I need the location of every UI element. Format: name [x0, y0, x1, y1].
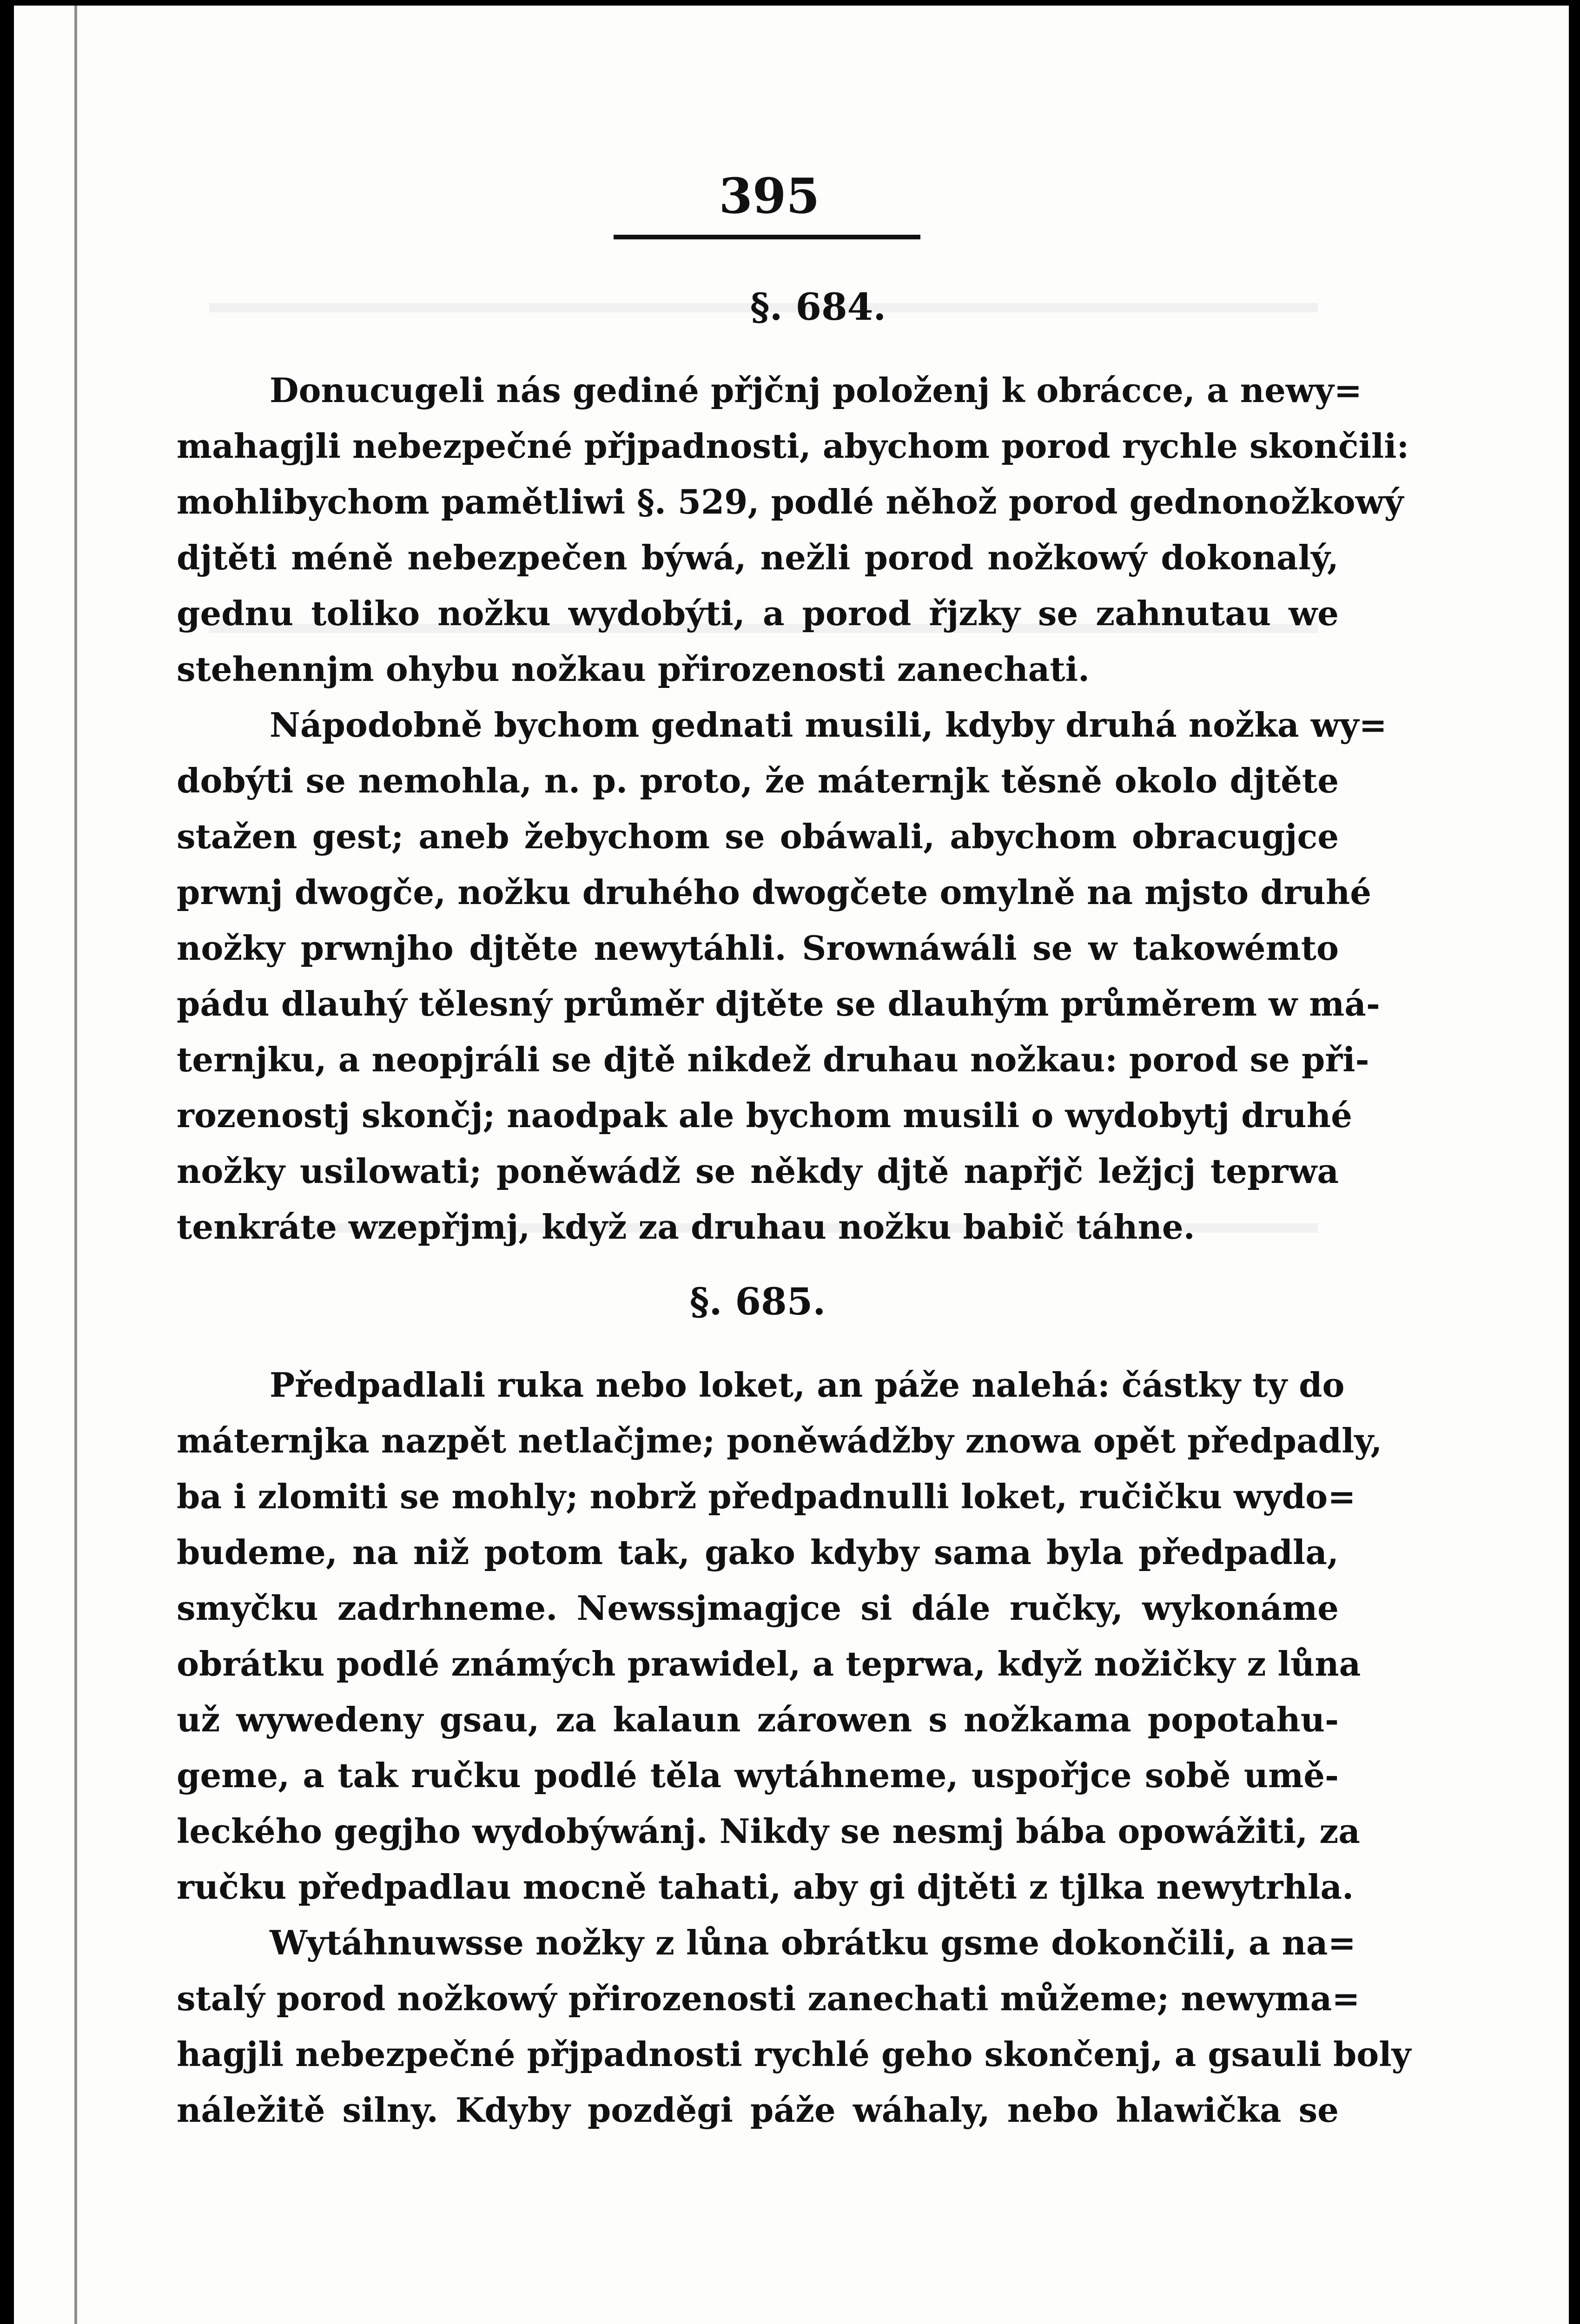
- header-rule: [614, 235, 920, 239]
- text-line: ručku předpadlau mocně tahati, aby gi djtěti z tjlka newytrhla.: [177, 1867, 1354, 1907]
- paragraph: [177, 1915, 1411, 2138]
- text-line: náležitě silny. Kdyby pozděgi páže wáhaly, nebo hlawička se: [177, 2090, 1339, 2130]
- page-gutter: [14, 6, 77, 2324]
- page-number: 395: [719, 167, 820, 224]
- text-line: dobýti se nemohla, n. p. proto, že máternjk těsně okolo djtěte: [177, 761, 1339, 800]
- text-line: ternjku, a neopjráli se djtě nikdež druhau nožkau: porod se při-: [177, 1040, 1369, 1079]
- text-line: smyčku zadrhneme. Newssjmagjce si dále ručky, wykonáme: [177, 1588, 1339, 1628]
- paragraph: [177, 1357, 1382, 1915]
- text-line: Nápodobně bychom gednati musili, kdyby druhá nožka wy=: [270, 705, 1387, 745]
- text-line: stehennjm ohybu nožkau přirozenosti zanechati.: [177, 649, 1090, 689]
- text-line: máternjka nazpět netlačjme; poněwádžby znowa opět předpadly,: [177, 1421, 1382, 1460]
- text-line: leckého gegjho wydobýwánj. Nikdy se nesmj bába opowážiti, za: [177, 1811, 1360, 1851]
- text-line: nožky usilowati; poněwádž se někdy djtě napřjč ležjcj teprwa: [177, 1151, 1339, 1191]
- text-line: hagjli nebezpečné přjpadnosti rychlé geho skončenj, a gsauli boly: [177, 2034, 1411, 2074]
- text-line: stažen gest; aneb žebychom se obáwali, abychom obracugjce: [177, 817, 1339, 856]
- text-line: mohlibychom pamětliwi §. 529, podlé něhož porod gednonožkowý: [177, 482, 1404, 522]
- text-line: tenkráte wzepřjmj, když za druhau nožku babič táhne.: [177, 1207, 1195, 1247]
- text-line: mahagjli nebezpečné přjpadnosti, abychom porod rychle skončili:: [177, 426, 1409, 466]
- paragraph: [177, 363, 1409, 697]
- text-line: obrátku podlé známých prawidel, a teprwa, když nožičky z lůna: [177, 1644, 1361, 1684]
- text-line: ba i zlomiti se mohly; nobrž předpadnulli loket, ručičku wydo=: [177, 1477, 1356, 1516]
- text-line: budeme, na niž potom tak, gako kdyby sama byla předpadla,: [177, 1532, 1339, 1572]
- section-heading-684: §. 684.: [750, 285, 886, 329]
- text-line: rozenostj skončj; naodpak ale bychom musili o wydobytj druhé: [177, 1096, 1352, 1135]
- text-line: už wywedeny gsau, za kalaun zárowen s nožkama popotahu-: [177, 1700, 1339, 1739]
- paragraph: [177, 697, 1387, 1255]
- text-line: gednu toliko nožku wydobýti, a porod řjzky se zahnutau we: [177, 594, 1339, 633]
- text-line: djtěti méně nebezpečen býwá, nežli porod nožkowý dokonalý,: [177, 538, 1339, 577]
- page-body: [177, 279, 1411, 2138]
- text-line: prwnj dwogče, nožku druhého dwogčete omylně na mjsto druhé: [177, 872, 1372, 912]
- text-line: pádu dlauhý tělesný průměr djtěte se dlauhým průměrem w má-: [177, 984, 1380, 1023]
- text-line: stalý porod nožkowý přirozenosti zanechati můžeme; newyma=: [177, 1979, 1360, 2018]
- text-line: Předpadlali ruka nebo loket, an páže nalehá: částky ty do: [270, 1365, 1345, 1405]
- text-line: nožky prwnjho djtěte newytáhli. Srownáwáli se w takowémto: [177, 928, 1339, 968]
- text-line: Donucugeli nás gediné přjčnj položenj k obrácce, a newy=: [270, 370, 1362, 410]
- section-heading-685: §. 685.: [689, 1280, 826, 1323]
- text-line: Wytáhnuwsse nožky z lůna obrátku gsme dokončili, a na=: [270, 1923, 1356, 1962]
- text-line: geme, a tak ručku podlé těla wytáhneme, uspořjce sobě umě-: [177, 1756, 1339, 1795]
